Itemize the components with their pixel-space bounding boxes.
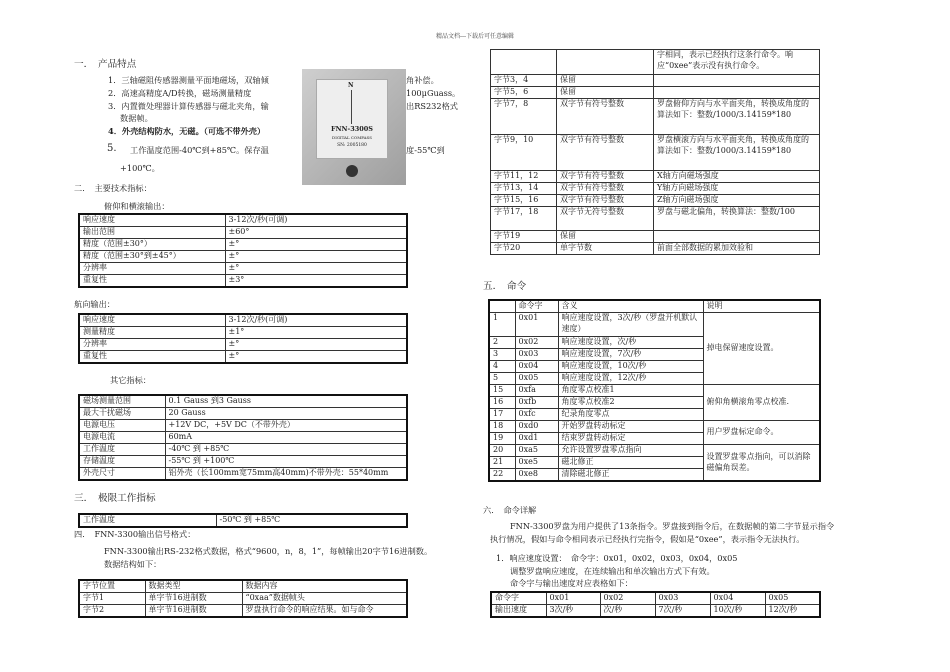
- command-index: 16: [489, 397, 515, 409]
- frame-type-cell: 双字节有符号整数: [557, 135, 654, 171]
- section-5-title: 五． 命令: [483, 281, 527, 292]
- frame-content-cell: Z轴方向磁场强度: [654, 195, 820, 207]
- tilt-output-label: 俯仰和横滚输出：: [104, 201, 170, 211]
- command-code: 0x05: [515, 373, 558, 385]
- command-index: 17: [489, 409, 515, 421]
- table-row: [79, 227, 407, 239]
- command-meaning: 纪录角度零点: [558, 409, 703, 421]
- command-meaning: 允许设置罗盘零点指向: [558, 445, 703, 457]
- command-index: 22: [489, 469, 515, 482]
- frame-type-cell: 双字节有符号整数: [557, 171, 654, 183]
- frame-content-cell: [654, 231, 820, 243]
- command-code: 0x04: [515, 361, 558, 373]
- speed-table: [490, 591, 821, 618]
- frame-type-cell: 双字节有符号整数: [557, 195, 654, 207]
- frame-type-cell: 保留: [557, 75, 654, 87]
- section-4-title: 四． FNN-3300输出信号格式：: [74, 529, 196, 539]
- command-code: 0xa5: [515, 445, 558, 457]
- table-row: [489, 421, 820, 433]
- command-header-cell: 命令字: [515, 300, 558, 313]
- command-meaning: 结束罗盘转动标定: [558, 433, 703, 445]
- spec-label: 重复性: [79, 275, 225, 288]
- spec-label: 工作温度: [79, 444, 165, 456]
- feature-3-cont: 数据帧。: [120, 113, 153, 123]
- frame-cell: 单字节16进制数: [145, 593, 242, 605]
- sec6-item1: 1．响应速度设置： 命令字：0x01，0x02，0x03，0x04，0x05: [496, 553, 738, 563]
- spec-value: ±°: [225, 339, 407, 351]
- command-meaning: 磁北修正: [558, 457, 703, 469]
- frame-byte-cell: 字节3，4: [491, 75, 557, 87]
- spec-value: ±°: [225, 351, 407, 364]
- feature-2: 2．高速高精度A/D转换，磁场测量精度: [108, 88, 252, 98]
- product-photo: [302, 69, 406, 185]
- frame-continued-text: 字相同，表示已经执行这条行命令。响应“0xee”表示没有执行命令。: [654, 50, 820, 75]
- table-row: [79, 420, 407, 432]
- frame-content-cell: 前面全部数据的累加效验和: [654, 243, 820, 255]
- command-index: 3: [489, 349, 515, 361]
- frame-cell: 单字节16进制数: [145, 605, 242, 618]
- frame-byte-cell: 字节17，18: [491, 207, 557, 231]
- frame-content-cell: [654, 75, 820, 87]
- limit-table: [78, 513, 408, 528]
- compass-housing: [316, 79, 388, 159]
- feature-5-cont: +100℃。: [120, 163, 160, 173]
- command-code: 0xfa: [515, 385, 558, 397]
- table-row: [79, 408, 407, 420]
- frame-cell: 罗盘执行命令的响应结果。如与命令: [242, 605, 407, 618]
- model-label: FNN-3300S: [331, 125, 373, 133]
- table-row: [79, 593, 407, 605]
- section-3-title: 三． 极限工作指标: [74, 493, 156, 504]
- command-index: 2: [489, 337, 515, 349]
- table-row: [79, 468, 407, 481]
- frame-table: [490, 49, 820, 255]
- spec-value: -40℃ 到 +85℃: [165, 444, 407, 456]
- table-row: [79, 239, 407, 251]
- limit-value: -50℃ 到 +85℃: [216, 514, 407, 527]
- page-header: 精品文档---下载后可任意编辑: [435, 33, 515, 40]
- table-row: [79, 456, 407, 468]
- other-specs-table: [78, 394, 408, 481]
- command-index: 5: [489, 373, 515, 385]
- table-row: [79, 339, 407, 351]
- table-row: [491, 605, 820, 618]
- speed-cell: 10次/秒: [710, 605, 765, 618]
- sec6-item2: 调整罗盘响应速度，在连续输出和单次输出方式下有效。: [510, 566, 715, 576]
- command-note: 俯仰角横滚角零点校准.: [703, 385, 820, 421]
- command-meaning: 角度零点校准2: [558, 397, 703, 409]
- table-row: [79, 251, 407, 263]
- table-row: [491, 231, 820, 243]
- frame-content-cell: [654, 87, 820, 99]
- frame-header-cell: 字节位置: [79, 580, 145, 593]
- frame-byte-cell: 字节13，14: [491, 183, 557, 195]
- spec-label: 电源电压: [79, 420, 165, 432]
- speed-cell: 输出速度: [491, 605, 546, 618]
- frame-content-cell: 罗盘横滚方向与水平面夹角，转换成角度的算法如下：整数/1000/3.14159*180: [654, 135, 820, 171]
- table-row: [79, 351, 407, 364]
- command-index: 20: [489, 445, 515, 457]
- spec-value: 3-12次/秒(可调): [225, 214, 407, 227]
- table-row: [79, 432, 407, 444]
- command-code: 0xe5: [515, 457, 558, 469]
- speed-cell: 3次/秒: [546, 605, 600, 618]
- frame-byte-cell: 字节15，16: [491, 195, 557, 207]
- table-row: [79, 263, 407, 275]
- other-specs-label: 其它指标：: [110, 375, 151, 385]
- spec-value: 0.1 Gauss 到3 Gauss: [165, 395, 407, 408]
- sec6-para2: 执行情况，假如与命令相同表示已经执行完指令，假如是“0xee”，表示指令无法执行。: [490, 534, 805, 544]
- spec-value: ±°: [225, 263, 407, 275]
- sec6-para1: FNN-3300罗盘为用户提供了13条指令。罗盘接到指令后，在数据帧的第二字节显示指令: [510, 521, 835, 531]
- feature-1-tail: 角补偿。: [406, 75, 439, 85]
- command-meaning: 响应速度设置，7次/秒: [558, 349, 703, 361]
- sec4-para1: FNN-3300输出RS-232格式数据，格式“9600，n，8，1”，每帧输出20字节16进制数。: [104, 546, 433, 556]
- command-note: 用户罗盘标定命令。: [703, 421, 820, 445]
- table-row: [491, 207, 820, 231]
- command-index: 4: [489, 361, 515, 373]
- command-meaning: 响应速度设置，3次/秒（罗盘开机默认速度）: [558, 313, 703, 337]
- table-row: [79, 514, 407, 527]
- frame-type-cell: 双字节有符号整数: [557, 183, 654, 195]
- table-row: [489, 385, 820, 397]
- table-row: [491, 243, 820, 255]
- speed-cell: 命令字: [491, 592, 546, 605]
- feature-3: 3．内置微处理器计算传感器与磁北夹角，输: [108, 101, 269, 111]
- command-note: 设置罗盘零点指向，可以消除磁偏角误差。: [703, 445, 820, 482]
- spec-label: 精度（范围±30°到±45°）: [79, 251, 225, 263]
- command-header-cell: 说明: [703, 300, 820, 313]
- table-row: [79, 275, 407, 288]
- frame-header-cell: 数据内容: [242, 580, 407, 593]
- spec-value: -55℃ 到 +100℃: [165, 456, 407, 468]
- table-row: [491, 50, 820, 75]
- spec-label: 电源电流: [79, 432, 165, 444]
- feature-4: 4．外壳结构防水，无磁。（可选不带外壳）: [108, 126, 266, 136]
- table-row: [489, 445, 820, 457]
- command-note: 掉电保留速度设置。: [703, 313, 820, 385]
- spec-value: ±°: [225, 239, 407, 251]
- sec6-item3: 命令字与输出速度对应表格如下：: [510, 578, 633, 588]
- frame-byte-cell: 字节9，10: [491, 135, 557, 171]
- spec-value: 60mA: [165, 432, 407, 444]
- feature-1: 1．三轴磁阻传感器测量平面地磁场，双轴倾: [108, 75, 269, 85]
- frame-cell: 字节2: [79, 605, 145, 618]
- table-row: [79, 444, 407, 456]
- limit-label: 工作温度: [79, 514, 216, 527]
- command-code: 0xe8: [515, 469, 558, 482]
- section-6-title: 六． 命令详解: [483, 505, 537, 515]
- connector-icon: [346, 165, 358, 177]
- command-code: 0x02: [515, 337, 558, 349]
- spec-label: 分辨率: [79, 339, 225, 351]
- spec-label: 测量精度: [79, 327, 225, 339]
- frame-header-cell: 数据类型: [145, 580, 242, 593]
- spec-value: ±3°: [225, 275, 407, 288]
- command-code: 0x03: [515, 349, 558, 361]
- table-row: [79, 395, 407, 408]
- table-row: [79, 605, 407, 618]
- spec-value: ±60°: [225, 227, 407, 239]
- command-meaning: 响应速度设置，10次/秒: [558, 361, 703, 373]
- table-row: [491, 195, 820, 207]
- frame-content-cell: 罗盘俯仰方向与水平面夹角，转换成角度的算法如下：整数/1000/3.14159*180: [654, 99, 820, 135]
- feature-5-tail: 度-55℃到: [406, 145, 445, 155]
- command-header-cell: [489, 300, 515, 313]
- spec-value: ±1°: [225, 327, 407, 339]
- table-row: [491, 99, 820, 135]
- frame-type-cell: 单字节数: [557, 243, 654, 255]
- frame-byte-cell: 字节7，8: [491, 99, 557, 135]
- spec-value: +12V DC，+5V DC（不带外壳）: [165, 420, 407, 432]
- frame-type-cell: 保留: [557, 231, 654, 243]
- feature-3-tail: 出RS232格式: [406, 101, 458, 111]
- spec-label: 重复性: [79, 351, 225, 364]
- speed-cell: 0x02: [600, 592, 655, 605]
- spec-value: 铝外壳（长100mm宽75mm高40mm)不带外壳：55*40mm: [165, 468, 407, 481]
- frame-content-cell: X轴方向磁场强度: [654, 171, 820, 183]
- spec-label: 外壳尺寸: [79, 468, 165, 481]
- feature-2-tail: 100μGuass。: [406, 88, 461, 98]
- table-row: [491, 171, 820, 183]
- table-row: [491, 592, 820, 605]
- heading-output-label: 航向输出：: [74, 299, 115, 309]
- section-1-title: 一． 产品特点: [74, 59, 137, 70]
- frame-byte-cell: 字节20: [491, 243, 557, 255]
- command-code: 0xd0: [515, 421, 558, 433]
- frame-cell: “0xaa”数据帧头: [242, 593, 407, 605]
- command-code: 0xfb: [515, 397, 558, 409]
- frame-type-cell: 保留: [557, 87, 654, 99]
- serial-label: SN: 2005180: [337, 143, 367, 148]
- command-meaning: 响应速度设置，12次/秒: [558, 373, 703, 385]
- table-row: [491, 75, 820, 87]
- command-code: 0x01: [515, 313, 558, 337]
- command-meaning: 开始罗盘转动标定: [558, 421, 703, 433]
- table-row: [79, 580, 407, 593]
- table-row: [489, 300, 820, 313]
- speed-cell: 0x03: [655, 592, 710, 605]
- spec-label: 响应速度: [79, 214, 225, 227]
- spec-label: 存储温度: [79, 456, 165, 468]
- tilt-table: [78, 213, 408, 288]
- speed-cell: 0x04: [710, 592, 765, 605]
- command-meaning: 清除磁北修正: [558, 469, 703, 482]
- frame-cell: 字节1: [79, 593, 145, 605]
- spec-label: 分辨率: [79, 263, 225, 275]
- compass-needle-icon: [351, 90, 352, 124]
- frame-byte-cell: 字节11，12: [491, 171, 557, 183]
- spec-value: 3-12次/秒(可调): [225, 314, 407, 327]
- north-label: N: [348, 82, 354, 89]
- table-row: [491, 87, 820, 99]
- section-2-title: 二． 主要技术指标：: [74, 183, 152, 193]
- speed-cell: 次/秒: [600, 605, 655, 618]
- speed-cell: 0x01: [546, 592, 600, 605]
- spec-label: 响应速度: [79, 314, 225, 327]
- command-meaning: 响应速度设置，次/秒: [558, 337, 703, 349]
- command-meaning: 角度零点校准1: [558, 385, 703, 397]
- frame-content-cell: Y轴方向磁场强度: [654, 183, 820, 195]
- spec-label: 磁场测量范围: [79, 395, 165, 408]
- table-row: [491, 135, 820, 171]
- frame-content-cell: 罗盘与磁北偏角，转换算法：整数/100: [654, 207, 820, 231]
- command-header-cell: 含义: [558, 300, 703, 313]
- table-row: [79, 327, 407, 339]
- speed-cell: 7次/秒: [655, 605, 710, 618]
- table-row: [79, 214, 407, 227]
- command-index: 21: [489, 457, 515, 469]
- command-index: 18: [489, 421, 515, 433]
- frame-byte-cell: 字节5，6: [491, 87, 557, 99]
- speed-cell: 0x05: [765, 592, 820, 605]
- frame-type-cell: 双字节无符号整数: [557, 207, 654, 231]
- speed-cell: 12次/秒: [765, 605, 820, 618]
- table-row: [491, 183, 820, 195]
- model-sub-label: DIGITAL COMPASS: [332, 135, 372, 140]
- command-index: 15: [489, 385, 515, 397]
- command-table: [488, 299, 821, 482]
- spec-label: 输出范围: [79, 227, 225, 239]
- sec4-para2: 数据结构如下：: [104, 559, 162, 569]
- spec-label: 最大干扰磁场: [79, 408, 165, 420]
- spec-label: 精度（范围±30°）: [79, 239, 225, 251]
- table-row: [489, 313, 820, 337]
- spec-value: 20 Gauss: [165, 408, 407, 420]
- table-row: [79, 314, 407, 327]
- command-code: 0xfc: [515, 409, 558, 421]
- spec-value: ±°: [225, 251, 407, 263]
- heading-table: [78, 313, 408, 364]
- command-index: 19: [489, 433, 515, 445]
- frame-head-table: [78, 579, 408, 618]
- feature-5: 工作温度范围-40℃到+85℃。保存温: [130, 145, 269, 155]
- feature-5-num: 5.: [107, 143, 117, 154]
- command-index: 1: [489, 313, 515, 337]
- frame-type-cell: 双字节有符号整数: [557, 99, 654, 135]
- frame-byte-cell: 字节19: [491, 231, 557, 243]
- command-code: 0xd1: [515, 433, 558, 445]
